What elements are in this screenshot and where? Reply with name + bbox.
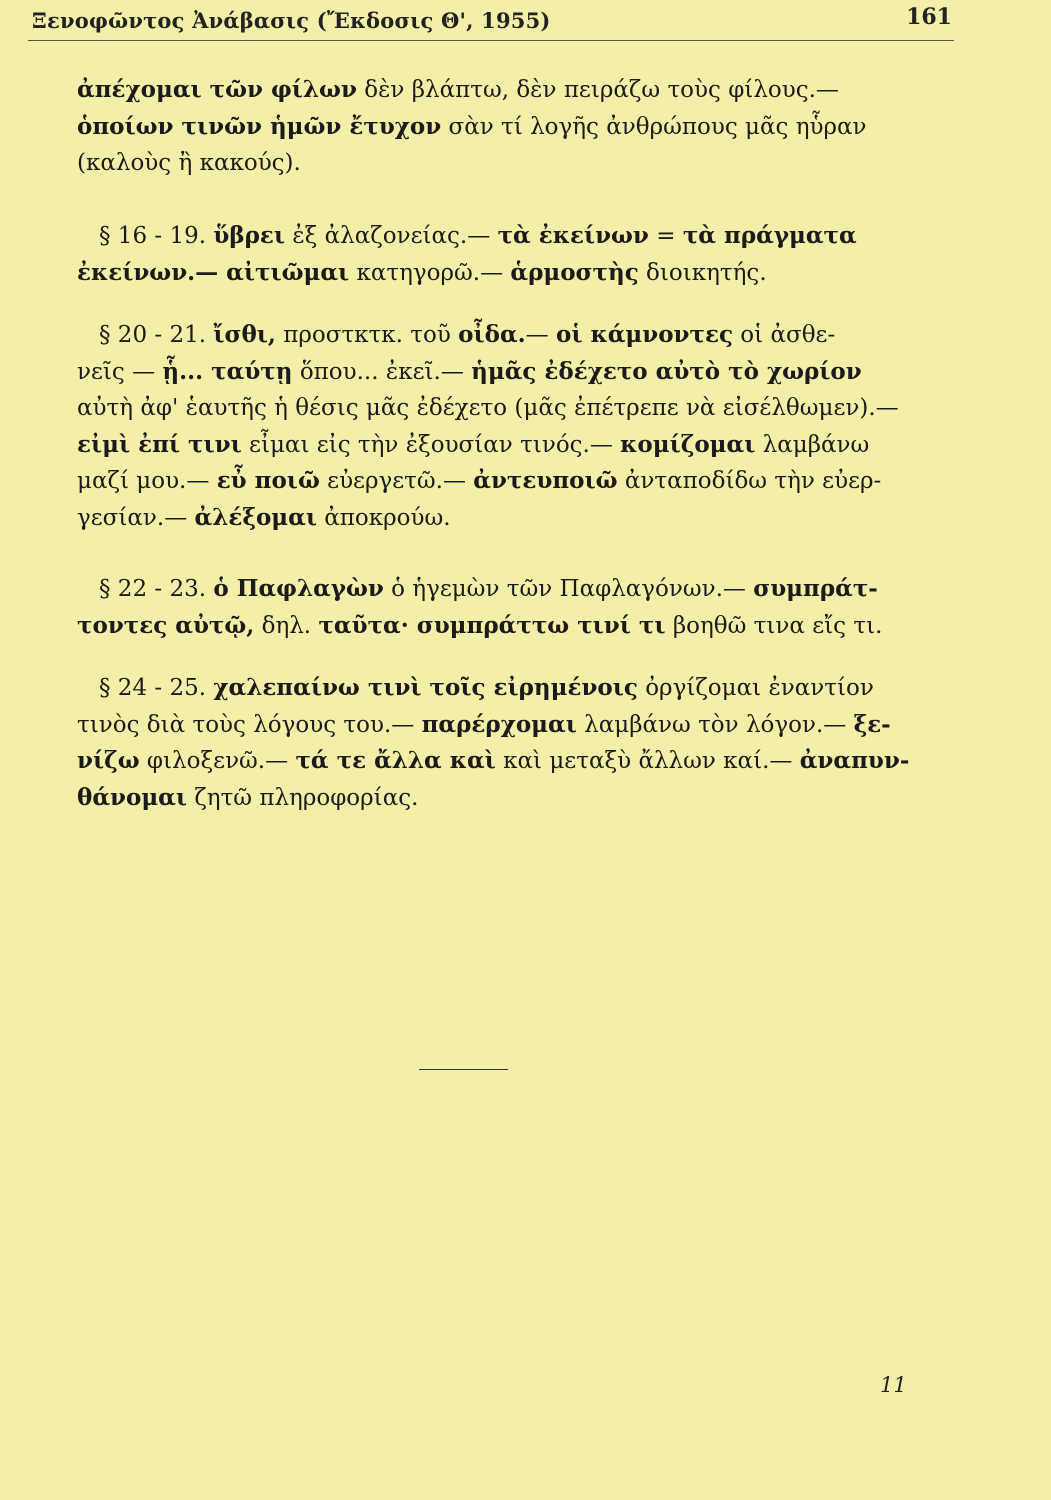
bold-term: τά τε ἄλλα καὶ [295,747,496,774]
gloss-text: εὐεργετῶ.— [319,468,474,494]
gloss-text: μαζί μου.— [77,468,217,494]
bold-term: εἰμὶ ἐπί τινι [77,430,242,458]
gloss-text: § 22 - 23. [99,576,214,602]
text-line [77,571,935,608]
gloss-text: — [525,322,556,348]
gloss-text: δὲν βλάπτω, δὲν πειράζω τοὺς φίλους.— [356,77,839,103]
gloss-text: διοικητής. [638,259,767,286]
end-rule [419,1069,508,1070]
gloss-text: ὁ ἡγεμὼν τῶν Παφλαγόνων.— [383,576,754,602]
bold-term: ἐκείνων.— [77,258,227,286]
gloss-text: τινὸς διὰ τοὺς λόγους του.— [77,711,422,738]
gloss-text: γεσίαν.— [77,504,195,531]
text-line [77,463,935,500]
gloss-text: εἶμαι εἰς τὴν ἐξουσίαν τινός.— [241,431,621,458]
gloss-text: φιλοξενῶ.— [139,748,296,774]
gloss-text: προστκτκ. τοῦ [275,322,459,348]
gloss-text: ὅπου... ἐκεῖ.— [292,358,472,385]
text-line [77,72,935,109]
bold-term: ᾗ... ταύτῃ [162,357,293,385]
bold-term: ἡμᾶς ἐδέχετο αὐτὸ τὸ χωρίον [471,357,862,385]
bold-term: ἀπέχομαι τῶν φίλων [77,76,357,103]
bold-term: ἀντευποιῶ [473,467,618,494]
text-line [77,500,935,537]
bold-term: ἀλέξομαι [194,503,317,531]
gloss-text: νεῖς — [77,358,163,385]
bold-term: ἁρμοστὴς [510,258,639,286]
bold-term: θάνομαι [77,783,188,811]
gloss-text: § 20 - 21. [99,322,214,348]
gloss-text: βοηθῶ τινα εἴς τι. [665,612,883,639]
text-line [77,390,935,427]
text-line [77,707,935,744]
bold-term: τὰ πράγματα [682,222,857,249]
gloss-text: = [648,223,683,249]
gloss-text: κατηγορῶ.— [349,259,511,286]
page-number: 161 [906,4,952,30]
bold-term: ἴσθι, [213,321,276,348]
header-title: Ξενοφῶντος Ἀνάβασις (Ἔκδοσις Θ', 1955) [32,8,551,33]
text-line [77,608,935,645]
gloss-text: ἀποκρούω. [316,504,451,531]
gloss-text: § 24 - 25. [99,675,214,701]
gloss-text: σὰν τί λογῆς ἀνθρώπους μᾶς ηὗραν [441,113,867,140]
text-line [77,743,935,780]
bold-term: ὁ Παφλαγὼν [213,575,384,602]
paragraph-4 [77,571,935,644]
gloss-text: ἀνταποδίδω τὴν εὐερ- [617,468,882,494]
bold-term: ἀναπυν- [799,747,910,774]
gloss-text: § 16 - 19. [99,223,214,249]
gloss-text: αὐτὴ ἀφ' ἑαυτῆς ἡ θέσις μᾶς ἐδέχετο (μᾶς ἐπέτρεπε νὰ εἰσέλθωμεν).— [77,395,899,421]
paragraph-1 [77,72,935,182]
text-line [77,427,935,464]
paragraph-5 [77,670,935,816]
bold-term: ταῦτα· συμπράττω τινί τι [318,611,666,639]
gloss-text: (καλοὺς ἢ κακούς). [77,150,301,176]
bold-term: χαλεπαίνω τινὶ τοῖς εἰρημένοις [213,674,638,701]
gloss-text: λαμβάνω [755,431,870,458]
text-line [77,109,935,146]
signature-mark: 11 [880,1373,907,1397]
bold-term: τοντες αὐτῷ, [77,611,255,639]
running-header [32,4,952,40]
header-rule [28,40,954,41]
gloss-text: οἱ ἀσθε- [732,322,836,348]
bold-term: ὕβρει [213,222,286,249]
bold-term: κομίζομαι [620,430,756,458]
bold-term: εὖ ποιῶ [216,467,320,494]
bold-term: οἱ κάμνοντες [555,321,733,348]
bold-term: ὁποίων τινῶν ἡμῶν ἔτυχον [77,112,442,140]
bold-term: τὰ ἐκείνων [497,222,649,249]
bold-term: οἶδα. [458,321,526,348]
text-line [77,780,935,817]
bold-term: αἰτιῶμαι [226,258,350,286]
gloss-text: ζητῶ πληροφορίας. [187,784,419,811]
text-line [77,354,935,391]
gloss-text: καὶ μεταξὺ ἄλλων καί.— [495,748,800,774]
gloss-text: λαμβάνω τὸν λόγον.— [576,711,854,738]
text-line [77,218,935,255]
text-line [77,255,935,292]
text-line [77,670,935,707]
bold-term: συμπράτ- [753,575,878,602]
gloss-text: ἐξ ἀλαζονείας.— [285,223,498,249]
paragraph-3 [77,317,935,536]
gloss-text: ὀργίζομαι ἐναντίον [637,675,874,701]
gloss-text: δηλ. [254,612,319,639]
bold-term: ξε- [853,710,891,738]
paragraph-2 [77,218,935,291]
bold-term: παρέρχομαι [421,710,577,738]
text-line [77,317,935,354]
bold-term: νίζω [77,747,140,774]
text-line [77,145,935,182]
